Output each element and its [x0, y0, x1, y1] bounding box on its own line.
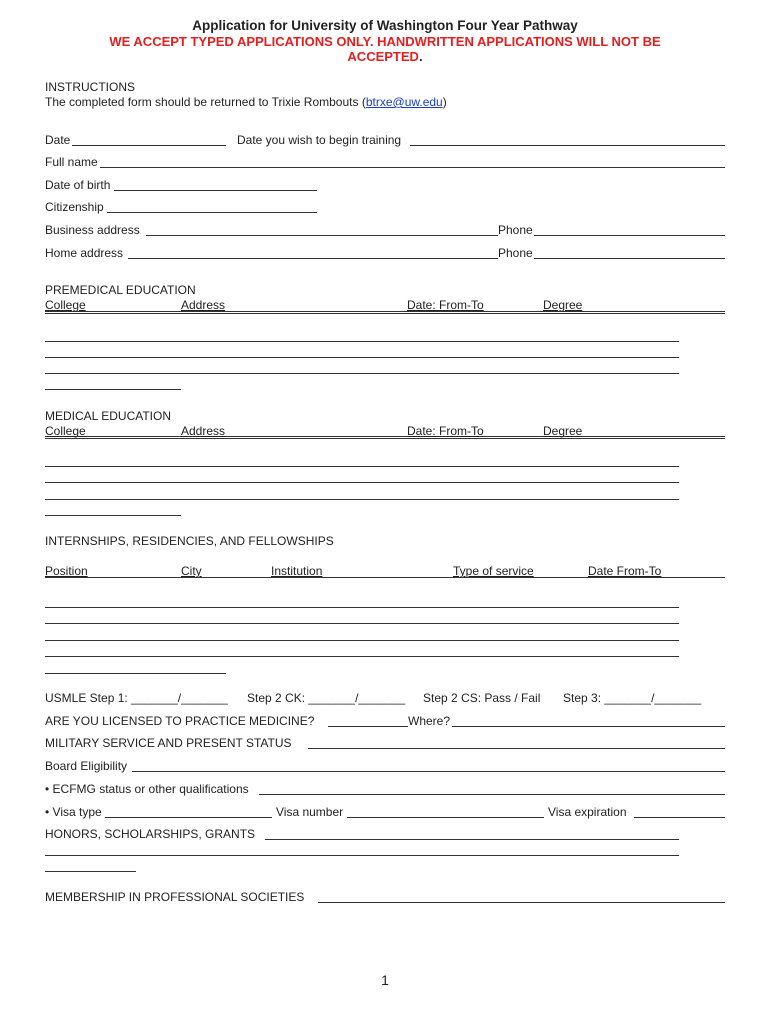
ecfmg-label: • ECFMG status or other qualifications [45, 782, 249, 796]
board-field[interactable] [132, 771, 725, 772]
where-field[interactable] [452, 726, 725, 727]
date-field[interactable] [72, 145, 226, 146]
board-label: Board Eligibility [45, 759, 128, 773]
dob-field[interactable] [114, 190, 317, 191]
premed-header-rule [45, 311, 725, 312]
honors-field[interactable] [265, 839, 679, 840]
begin-training-label: Date you wish to begin training [237, 133, 402, 147]
med-header-rule-2 [45, 438, 725, 439]
med-line[interactable] [45, 482, 679, 483]
instructions-text: The completed form should be returned to Trixie Rombouts (btrxe@uw.edu) [45, 95, 447, 109]
visa-expiration-label: Visa expiration [548, 805, 627, 819]
intern-heading: INTERNSHIPS, RESIDENCIES, AND FELLOWSHIPS [45, 534, 334, 548]
usmle-step2cs[interactable]: Step 2 CS: Pass / Fail [423, 691, 541, 705]
full-name-field[interactable] [100, 167, 725, 168]
membership-field[interactable] [318, 902, 725, 903]
military-field[interactable] [308, 748, 725, 749]
page-number: 1 [381, 972, 389, 988]
intern-line[interactable] [45, 640, 679, 641]
intern-line[interactable] [45, 673, 226, 674]
med-col-address: Address [181, 424, 226, 438]
premed-col-college: College [45, 298, 86, 312]
military-label: MILITARY SERVICE AND PRESENT STATUS [45, 736, 292, 750]
home-phone-field[interactable] [534, 258, 725, 259]
premed-line[interactable] [45, 389, 181, 390]
med-line[interactable] [45, 515, 181, 516]
premed-line[interactable] [45, 357, 679, 358]
visa-expiration-field[interactable] [634, 817, 725, 818]
visa-number-field[interactable] [347, 817, 544, 818]
premed-line[interactable] [45, 373, 679, 374]
home-phone-label: Phone [498, 246, 533, 260]
intern-col-institution: Institution [271, 564, 323, 578]
citizenship-field[interactable] [107, 212, 317, 213]
honors-line[interactable] [45, 871, 136, 872]
home-address-label: Home address [45, 246, 124, 260]
usmle-step1[interactable]: USMLE Step 1: _______/_______ [45, 691, 228, 705]
intern-col-city: City [181, 564, 202, 578]
premed-heading: PREMEDICAL EDUCATION [45, 283, 196, 297]
business-phone-label: Phone [498, 223, 533, 237]
intern-line[interactable] [45, 607, 679, 608]
honors-line[interactable] [45, 855, 679, 856]
licensed-field[interactable] [328, 726, 408, 727]
business-address-label: Business address [45, 223, 140, 237]
instructions-heading: INSTRUCTIONS [45, 80, 135, 94]
med-header-rule [45, 436, 725, 437]
usmle-step3[interactable]: Step 3: _______/_______ [563, 691, 702, 705]
typed-only-warning: WE ACCEPT TYPED APPLICATIONS ONLY. HANDWRITTEN APPLICATIONS WILL NOT BE [109, 34, 661, 49]
honors-label: HONORS, SCHOLARSHIPS, GRANTS [45, 827, 256, 841]
where-label: Where? [408, 714, 451, 728]
premed-col-dates: Date: From-To [407, 298, 484, 312]
form-title: Application for University of Washington Four Year Pathway [192, 18, 578, 33]
intern-col-position: Position [45, 564, 88, 578]
med-line[interactable] [45, 499, 679, 500]
premed-col-address: Address [181, 298, 226, 312]
dob-label: Date of birth [45, 178, 111, 192]
usmle-step2ck[interactable]: Step 2 CK: _______/_______ [247, 691, 406, 705]
intern-line[interactable] [45, 656, 679, 657]
full-name-label: Full name [45, 155, 98, 169]
intern-col-service: Type of service [453, 564, 534, 578]
home-address-field[interactable] [128, 258, 498, 259]
ecfmg-field[interactable] [259, 794, 725, 795]
date-label: Date [45, 133, 71, 147]
premed-col-degree: Degree [543, 298, 583, 312]
typed-only-warning-cont: ACCEPTED. [347, 49, 423, 64]
licensed-label: ARE YOU LICENSED TO PRACTICE MEDICINE? [45, 714, 315, 728]
begin-training-field[interactable] [410, 145, 725, 146]
business-address-field[interactable] [146, 235, 498, 236]
intern-col-dates: Date From-To [588, 564, 662, 578]
visa-type-label: • Visa type [45, 805, 102, 819]
med-heading: MEDICAL EDUCATION [45, 409, 172, 423]
intern-line[interactable] [45, 623, 679, 624]
med-col-degree: Degree [543, 424, 583, 438]
visa-number-label: Visa number [276, 805, 344, 819]
citizenship-label: Citizenship [45, 200, 104, 214]
premed-header-rule-2 [45, 313, 725, 314]
business-phone-field[interactable] [534, 235, 725, 236]
med-line[interactable] [45, 466, 679, 467]
contact-email-link[interactable]: btrxe@uw.edu [365, 95, 443, 109]
med-col-college: College [45, 424, 86, 438]
med-col-dates: Date: From-To [407, 424, 484, 438]
visa-type-field[interactable] [105, 817, 272, 818]
premed-line[interactable] [45, 341, 679, 342]
membership-label: MEMBERSHIP IN PROFESSIONAL SOCIETIES [45, 890, 305, 904]
